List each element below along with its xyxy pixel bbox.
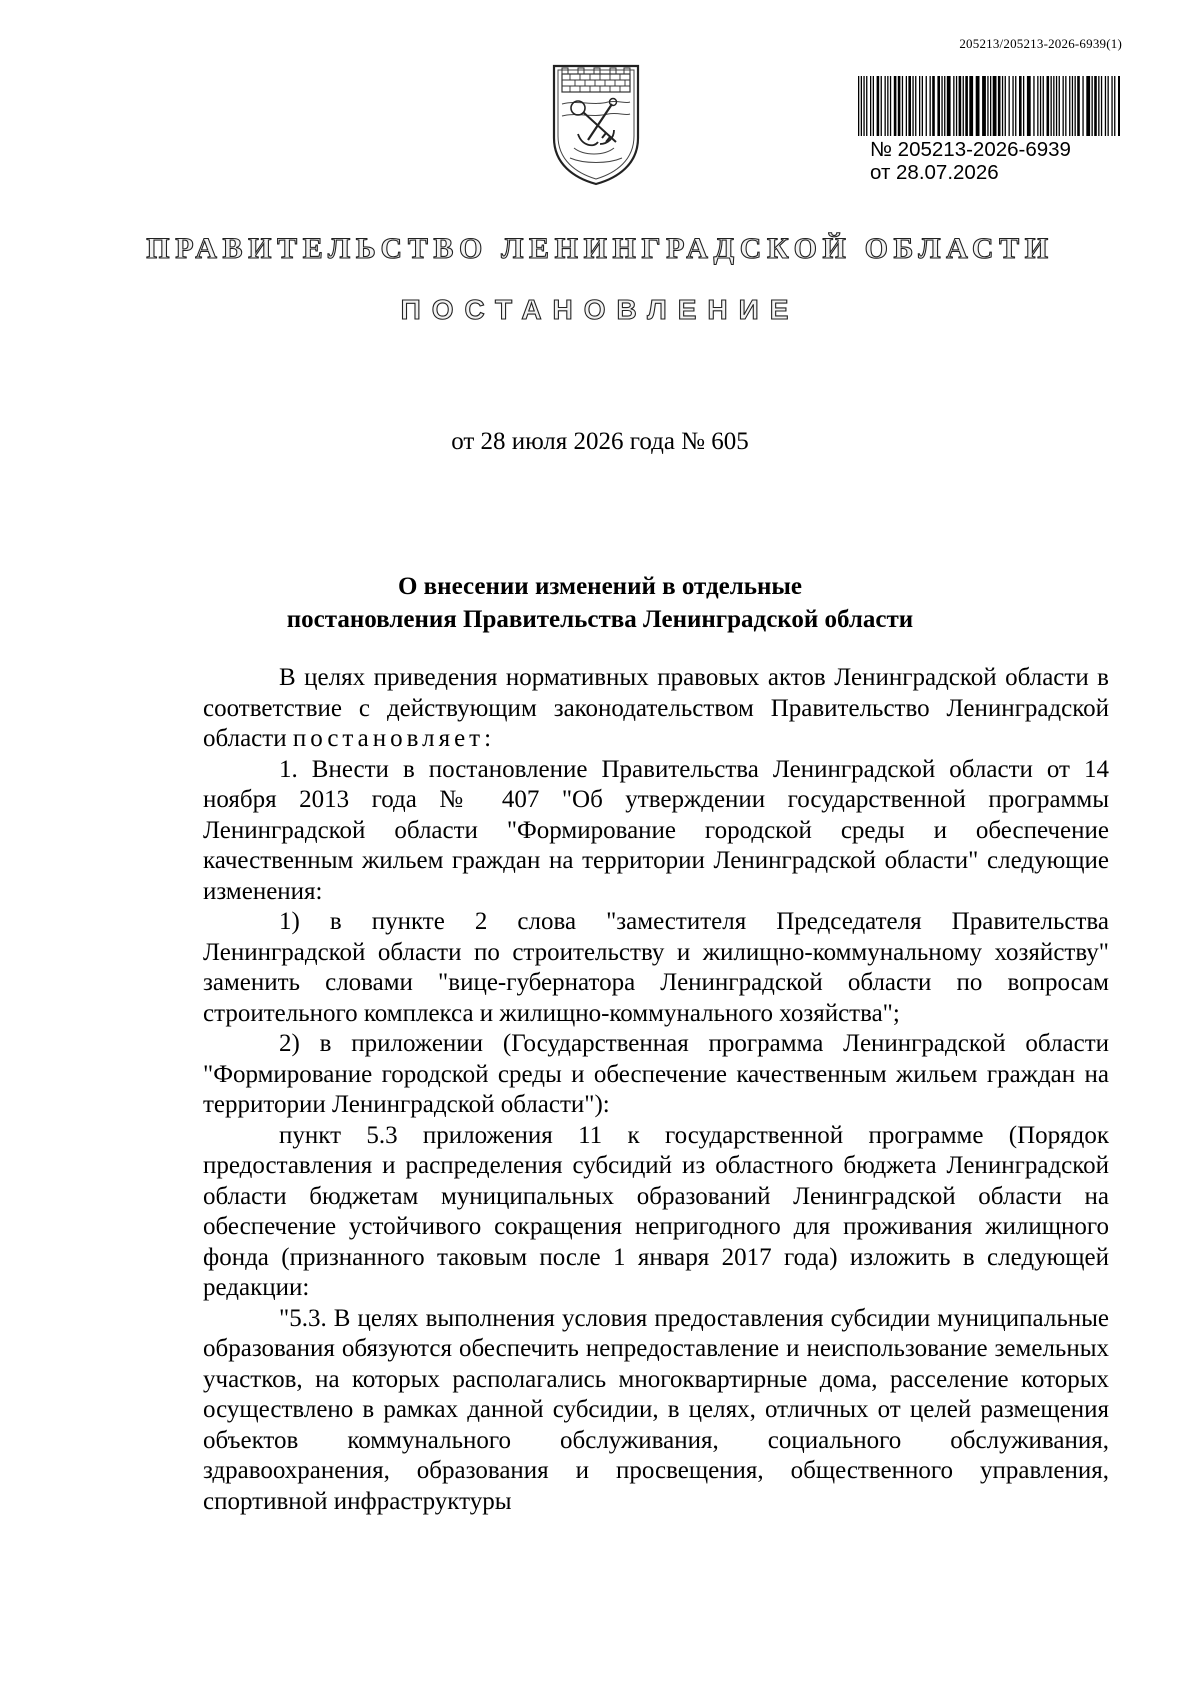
barcode-bar <box>1009 76 1010 136</box>
barcode-bar <box>890 76 891 136</box>
barcode-bar <box>1098 76 1099 136</box>
barcode-bar <box>858 76 859 136</box>
barcode <box>856 76 1120 136</box>
barcode-bar <box>963 76 964 136</box>
intro-paragraph <box>203 663 1109 755</box>
barcode-bar <box>861 76 862 136</box>
barcode-bar <box>887 76 888 136</box>
barcode-bar <box>915 76 916 136</box>
barcode-bar <box>866 76 867 136</box>
intro-spaced-word: постановляет: <box>292 725 496 752</box>
barcode-bar <box>1072 76 1073 136</box>
barcode-bar <box>956 76 957 136</box>
government-title: ПРАВИТЕЛЬСТВО ЛЕНИНГРАДСКОЙ ОБЛАСТИ <box>146 232 1054 265</box>
barcode-bar <box>1047 76 1050 136</box>
barcode-bar <box>1101 76 1102 136</box>
barcode-bar <box>941 76 942 136</box>
barcode-bar <box>982 76 986 136</box>
barcode-bar <box>932 76 935 136</box>
barcode-bar <box>987 76 988 136</box>
barcode-bar <box>1037 76 1038 136</box>
barcode-bar <box>902 76 903 136</box>
barcode-bar <box>1051 76 1052 136</box>
subitem-2-paragraph: 2) в приложении (Государственная программа Ленинградской области "Формирование городской среды и обеспечение качественным жильем граждан на территории Ленинградской области"): <box>203 1030 1109 1118</box>
barcode-bar <box>1033 76 1034 136</box>
registration-number: № 205213-2026-6939 <box>870 138 1071 161</box>
barcode-bar <box>881 76 882 136</box>
barcode-bar <box>1086 76 1090 136</box>
barcode-bar <box>1059 76 1060 136</box>
barcode-bar <box>1053 76 1054 136</box>
coat-of-arms-icon <box>548 60 644 188</box>
barcode-icon <box>856 76 1120 136</box>
barcode-bar <box>894 76 897 136</box>
barcode-bar <box>1094 76 1097 136</box>
barcode-bar <box>1092 76 1093 136</box>
registration-date: от 28.07.2026 <box>870 161 999 184</box>
barcode-bar <box>1019 76 1022 136</box>
barcode-bar <box>944 76 945 136</box>
barcode-bar <box>993 76 997 136</box>
barcode-bar <box>1077 76 1080 136</box>
barcode-bar <box>1108 76 1109 136</box>
barcode-bar <box>1005 76 1006 136</box>
barcode-bar <box>947 76 951 136</box>
barcode-bar <box>1043 76 1044 136</box>
document-reference: 205213/205213-2026-6939(1) <box>959 36 1122 51</box>
barcode-bar <box>959 76 962 136</box>
barcode-bar <box>953 76 954 136</box>
barcode-bar <box>930 76 931 136</box>
barcode-bar <box>873 76 874 136</box>
barcode-bar <box>990 76 991 136</box>
barcode-bar <box>1040 76 1041 136</box>
barcode-bar <box>1015 76 1016 136</box>
barcode-bar <box>1105 76 1106 136</box>
barcode-bar <box>1075 76 1076 136</box>
barcode-bar <box>1012 76 1013 136</box>
barcode-bar <box>912 76 913 136</box>
barcode-bar <box>1027 76 1031 136</box>
quoted-paragraph: "5.3. В целях выполнения условия предоставления субсидии муниципальные образования обязуются обеспечить непредоставление и неиспользование земельных участков, на которых располагались многоквартирные дома, расселение которых осуществлено в рамках данной субсидии, в целях, отличных от целей размещения объектов коммунального обслуживания, социального обслуживания, здравоохранения, образования и просвещения, общественного управления, спортивной инфраструктуры <box>203 1304 1109 1515</box>
decree-date-line: от 28 июля 2026 года № 605 <box>451 428 749 455</box>
decree-title: ПОСТАНОВЛЕНИЕ <box>400 294 800 325</box>
barcode-bar <box>965 76 968 136</box>
item-1-paragraph: 1. Внести в постановление Правительства Ленинградской области от 14 ноября 2013 года № 407 "Об утверждении государственной программы Ленинградской области "Формирование городской среды и обеспечение качественным жильем граждан на территории Ленинградской области" следующие изменения: <box>203 755 1109 905</box>
barcode-bar <box>1002 76 1003 136</box>
decree-body <box>203 663 1109 1517</box>
barcode-bar <box>908 76 911 136</box>
barcode-bar <box>1065 76 1066 136</box>
barcode-bar <box>1111 76 1112 136</box>
barcode-bar <box>922 76 923 136</box>
barcode-bar <box>863 76 864 136</box>
barcode-bar <box>976 76 980 136</box>
registration-stamp <box>870 138 1071 184</box>
barcode-bar <box>969 76 973 136</box>
subitem-1-paragraph: 1) в пункте 2 слова "заместителя Председателя Правительства Ленинградской области по строительству и жилищно-коммунальному хозяйству" заменить словами "вице-губернатора Ленинградской области по вопросам строительного комплекса и жилищно-коммунального хозяйства"; <box>203 908 1109 1027</box>
barcode-bar <box>1056 76 1057 136</box>
barcode-bar <box>1023 76 1024 136</box>
barcode-bar <box>877 76 880 136</box>
barcode-bar <box>1082 76 1083 136</box>
subject-line-1: О внесении изменений в отдельные <box>397 573 803 600</box>
point-paragraph: пункт 5.3 приложения 11 к государственной программе (Порядок предоставления и распределения субсидий из областного бюджета Ленинградской области бюджетам муниципальных образований Ленинградской области на обеспечение устойчивого сокращения непригодного для проживания жилищного фонда (признанного таковым после 1 января 2017 года) изложить в следующей редакции: <box>203 1121 1109 1301</box>
barcode-bar <box>1063 76 1064 136</box>
barcode-bar <box>926 76 927 136</box>
decree-subject <box>0 570 1200 636</box>
barcode-bar <box>885 76 886 136</box>
intro-text: В целях приведения нормативных правовых актов Ленинградской области в соответствие с действующим законодательством Правительство Ленинградской области <box>203 664 1109 752</box>
subject-line-2: постановления Правительства Ленинградской области <box>286 606 914 633</box>
barcode-bar <box>937 76 940 136</box>
barcode-bar <box>1069 76 1070 136</box>
barcode-bar <box>919 76 920 136</box>
barcode-bar <box>1114 76 1115 136</box>
barcode-bar <box>1118 76 1120 136</box>
barcode-bar <box>870 76 871 136</box>
barcode-bar <box>906 76 907 136</box>
barcode-bar <box>998 76 1001 136</box>
barcode-bar <box>898 76 901 136</box>
